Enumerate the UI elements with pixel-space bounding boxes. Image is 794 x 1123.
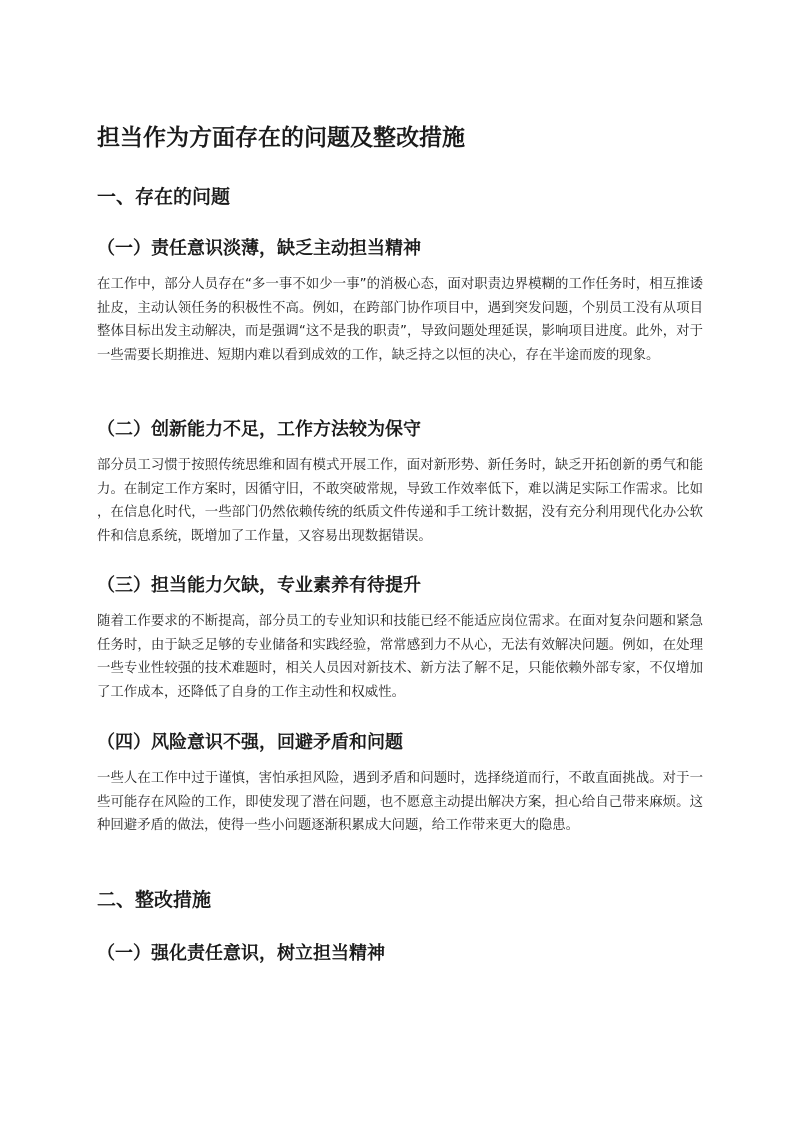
subsection-heading-1: （一）责任意识淡薄，缺乏主动担当精神 xyxy=(97,238,421,259)
document-title: 担当作为方面存在的问题及整改措施 xyxy=(97,125,465,151)
subsection-heading-5: （一）强化责任意识，树立担当精神 xyxy=(97,943,385,964)
subsection-heading-3: （三）担当能力欠缺，专业素养有待提升 xyxy=(97,575,421,596)
paragraph-4: 一些人在工作中过于谨慎，害怕承担风险，遇到矛盾和问题时，选择绕道而行，不敢直面挑战。对于一些可能存在风险的工作，即使发现了潜在问题，也不愿意主动提出解决方案，担心给自己带来麻烦。这种回避矛盾的做法，使得一些小问题逐渐积累成大问题，给工作带来更大的隐患。 xyxy=(97,771,703,834)
section-heading-measures: 二、整改措施 xyxy=(97,889,212,911)
paragraph-3: 随着工作要求的不断提高，部分员工的专业知识和技能已经不能适应岗位需求。在面对复杂问题和紧急任务时，由于缺乏足够的专业储备和实践经验，常常感到力不从心，无法有效解决问题。例如，在处理一些专业性较强的技术难题时，相关人员因对新技术、新方法了解不足，只能依赖外部专家，不仅增加了工作成本，还降低了自身的工作主动性和权威性。 xyxy=(97,614,703,700)
paragraph-2: 部分员工习惯于按照传统思维和固有模式开展工作，面对新形势、新任务时，缺乏开拓创新的勇气和能力。在制定工作方案时，因循守旧，不敢突破常规，导致工作效率低下，难以满足实际工作需求。比如，在信息化时代，一些部门仍然依赖传统的纸质文件传递和手工统计数据，没有充分利用现代化办公软件和信息系统，既增加了工作量，又容易出现数据错误。 xyxy=(97,458,703,544)
paragraph-1: 在工作中，部分人员存在“多一事不如少一事”的消极心态，面对职责边界模糊的工作任务时，相互推诿扯皮，主动认领任务的积极性不高。例如，在跨部门协作项目中，遇到突发问题，个别员工没有从项目整体目标出发主动解决，而是强调“这不是我的职责”，导致问题处理延误，影响项目进度。此外，对于一些需要长期推进、短期内难以看到成效的工作，缺乏持之以恒的决心，存在半途而废的现象。 xyxy=(97,277,703,363)
subsection-heading-2: （二）创新能力不足，工作方法较为保守 xyxy=(97,419,421,440)
section-heading-problems: 一、存在的问题 xyxy=(97,186,231,208)
subsection-heading-4: （四）风险意识不强，回避矛盾和问题 xyxy=(97,732,403,753)
